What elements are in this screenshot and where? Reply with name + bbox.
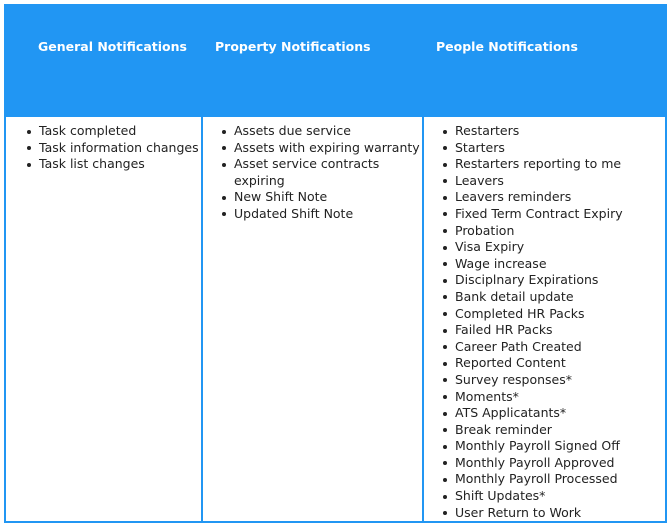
list-item: Restarters — [455, 123, 665, 140]
people-notifications-list — [424, 123, 665, 521]
list-item: Monthly Payroll Approved — [455, 455, 665, 472]
general-notifications-header: General Notifications — [5, 5, 202, 116]
people-notifications-header: People Notifications — [423, 5, 666, 116]
list-item: Survey responses* — [455, 372, 665, 389]
list-item: Task information changes — [39, 140, 201, 157]
list-item: Shift Updates* — [455, 488, 665, 505]
list-item: Assets with expiring warranty — [234, 140, 422, 157]
list-item: Failed HR Packs — [455, 322, 665, 339]
list-item: Reported Content — [455, 355, 665, 372]
list-item: New Shift Note — [234, 189, 422, 206]
list-item: Bank detail update — [455, 289, 665, 306]
list-item: Completed HR Packs — [455, 306, 665, 323]
list-item: Fixed Term Contract Expiry — [455, 206, 665, 223]
list-item: ATS Applicatants* — [455, 405, 665, 422]
list-item: Starters — [455, 140, 665, 157]
list-item: Assets due service — [234, 123, 422, 140]
list-item: Career Path Created — [455, 339, 665, 356]
body-row — [5, 116, 666, 522]
list-item: Wage increase — [455, 256, 665, 273]
list-item: Moments* — [455, 389, 665, 406]
property-notifications-header: Property Notifications — [202, 5, 423, 116]
list-item: Leavers — [455, 173, 665, 190]
notifications-table — [4, 4, 667, 523]
list-item: Asset service contracts expiring — [234, 156, 422, 189]
list-item: Monthly Payroll Processed — [455, 471, 665, 488]
header-row — [5, 5, 666, 116]
list-item: Monthly Payroll Signed Off — [455, 438, 665, 455]
list-item: Break reminder — [455, 422, 665, 439]
list-item: Restarters reporting to me — [455, 156, 665, 173]
general-notifications-cell — [5, 116, 202, 522]
list-item: User Return to Work — [455, 505, 665, 522]
people-notifications-cell — [423, 116, 666, 522]
list-item: Task completed — [39, 123, 201, 140]
general-notifications-list — [6, 123, 201, 173]
list-item: Updated Shift Note — [234, 206, 422, 223]
list-item: Task list changes — [39, 156, 201, 173]
property-notifications-cell — [202, 116, 423, 522]
property-notifications-list — [203, 123, 422, 223]
list-item: Probation — [455, 223, 665, 240]
list-item: Leavers reminders — [455, 189, 665, 206]
list-item: Visa Expiry — [455, 239, 665, 256]
list-item: Disciplnary Expirations — [455, 272, 665, 289]
